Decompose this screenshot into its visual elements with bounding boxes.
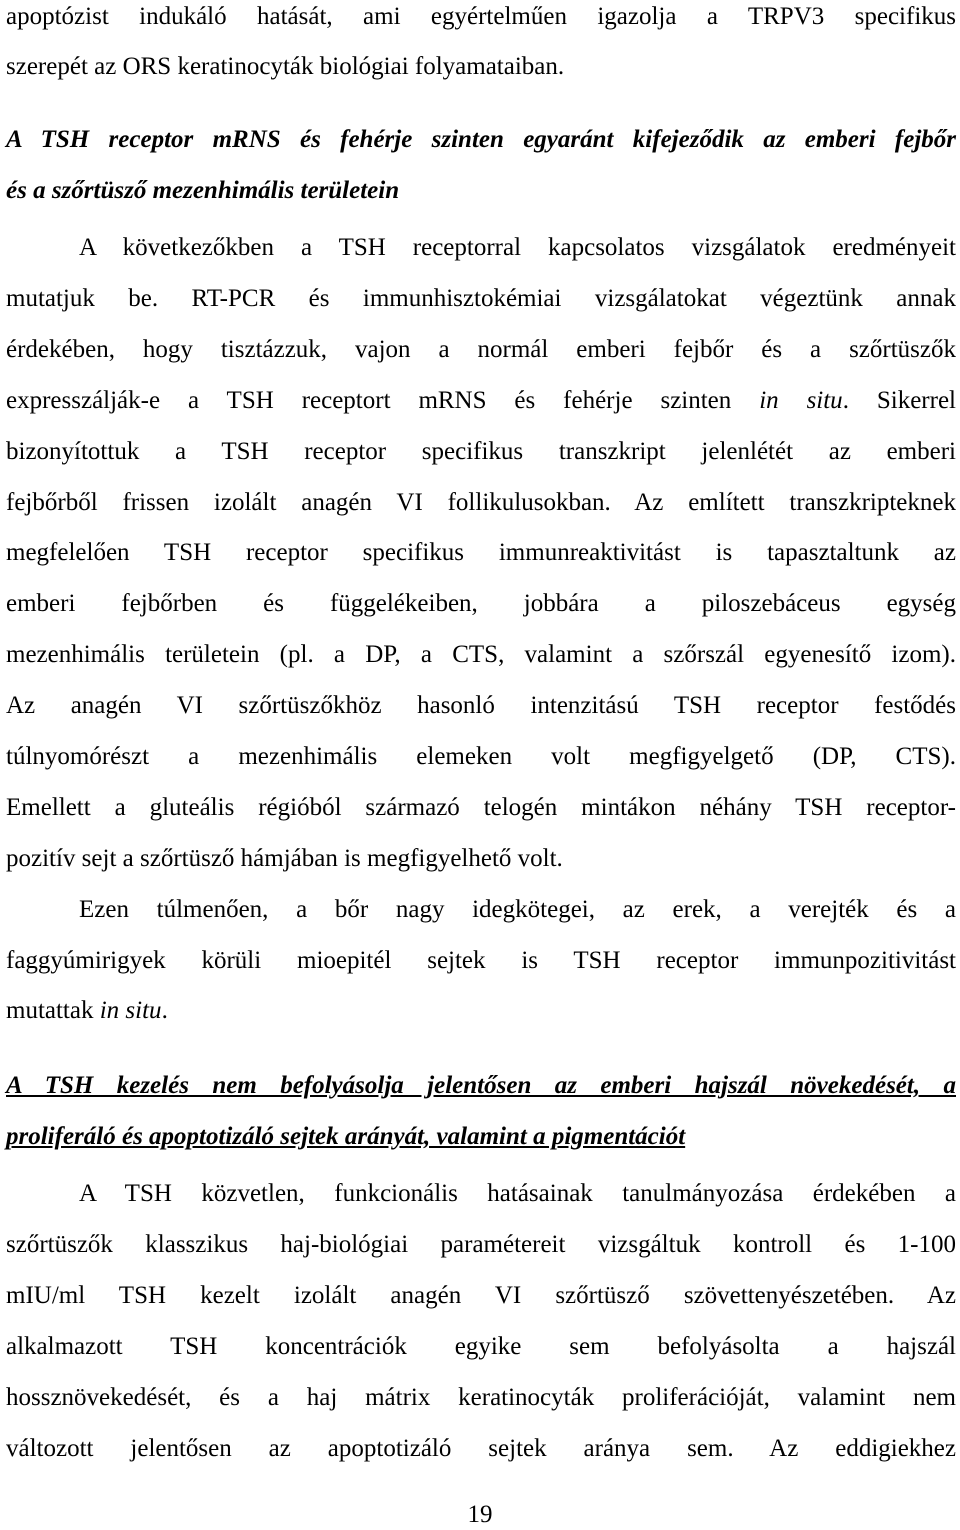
text-segment: . Sikerrel — [842, 387, 956, 414]
text-line: szőrtüszők klasszikus haj-biológiai paramétereit vizsgáltuk kontroll és 1-100 — [6, 1231, 956, 1258]
text-line — [6, 386, 956, 416]
text-segment: mutattak — [6, 997, 100, 1024]
text-line: Emellett a gluteális régióból származó telogén mintákon néhány TSH receptor- — [6, 794, 956, 821]
text-line: bizonyítottuk a TSH receptor specifikus transzkript jelenlétét az emberi — [6, 438, 956, 465]
text-line: apoptózist indukáló hatását, ami egyértelműen igazolja a TRPV3 specifikus — [6, 3, 956, 30]
text-line: mIU/ml TSH kezelt izolált anagén VI szőrtüsző szövettenyészetében. Az — [6, 1282, 956, 1309]
section-heading: és a szőrtüsző mezenhimális területein — [6, 177, 400, 204]
text-line: érdekében, hogy tisztázzuk, vajon a normál emberi fejbőr és a szőrtüszők — [6, 336, 956, 363]
text-line: alkalmazott TSH koncentrációk egyike sem befolyásolta a hajszál — [6, 1333, 956, 1360]
text-line: emberi fejbőrben és függelékeiben, jobbára a piloszebáceus egység — [6, 590, 956, 617]
text-line: szerepét az ORS keratinocyták biológiai folyamataiban. — [6, 53, 565, 80]
text-line: Az anagén VI szőrtüszőkhöz hasonló intenzitású TSH receptor festődés — [6, 692, 956, 719]
italic-term: in situ — [759, 387, 843, 414]
text-line: A TSH közvetlen, funkcionális hatásainak tanulmányozása érdekében a — [79, 1180, 956, 1207]
text-line: fejbőrből frissen izolált anagén VI follikulusokban. Az említett transzkripteknek — [6, 489, 956, 516]
text-line: túlnyomórészt a mezenhimális elemeken volt megfigyelgető (DP, CTS). — [6, 743, 956, 770]
text-line: faggyúmirigyek körüli mioepitél sejtek is TSH receptor immunpozitivitást — [6, 947, 956, 974]
text-line — [6, 996, 956, 1026]
section-heading: A TSH receptor mRNS és fehérje szinten egyaránt kifejeződik az emberi fejbőr — [6, 126, 956, 153]
text-segment: expresszálják-e a TSH receptort mRNS és fehérje szinten — [6, 387, 760, 414]
text-line: megfelelően TSH receptor specifikus immunreaktivitást is tapasztaltunk az — [6, 539, 956, 566]
text-line: mutatjuk be. RT-PCR és immunhisztokémiai vizsgálatokat végeztünk annak — [6, 285, 956, 312]
text-line: pozitív sejt a szőrtüsző hámjában is megfigyelhető volt. — [6, 845, 563, 872]
italic-term: in situ — [99, 997, 162, 1024]
section-heading: A TSH kezelés nem befolyásolja jelentősen az emberi hajszál növekedését, a — [6, 1072, 956, 1099]
page-number: 19 — [467, 1501, 493, 1528]
text-line: A következőkben a TSH receptorral kapcsolatos vizsgálatok eredményeit — [79, 234, 956, 261]
text-line: mezenhimális területein (pl. a DP, a CTS, valamint a szőrszál egyenesítő izom). — [6, 641, 956, 668]
text-line: változott jelentősen az apoptotizáló sejtek aránya sem. Az eddigiekhez — [6, 1435, 956, 1462]
text-segment: . — [161, 997, 168, 1024]
section-heading: proliferáló és apoptotizáló sejtek arányát, valamint a pigmentációt — [6, 1123, 686, 1150]
text-line: Ezen túlmenően, a bőr nagy idegkötegei, az erek, a verejték és a — [79, 896, 956, 923]
text-line: hossznövekedését, és a haj mátrix keratinocyták proliferációját, valamint nem — [6, 1384, 956, 1411]
